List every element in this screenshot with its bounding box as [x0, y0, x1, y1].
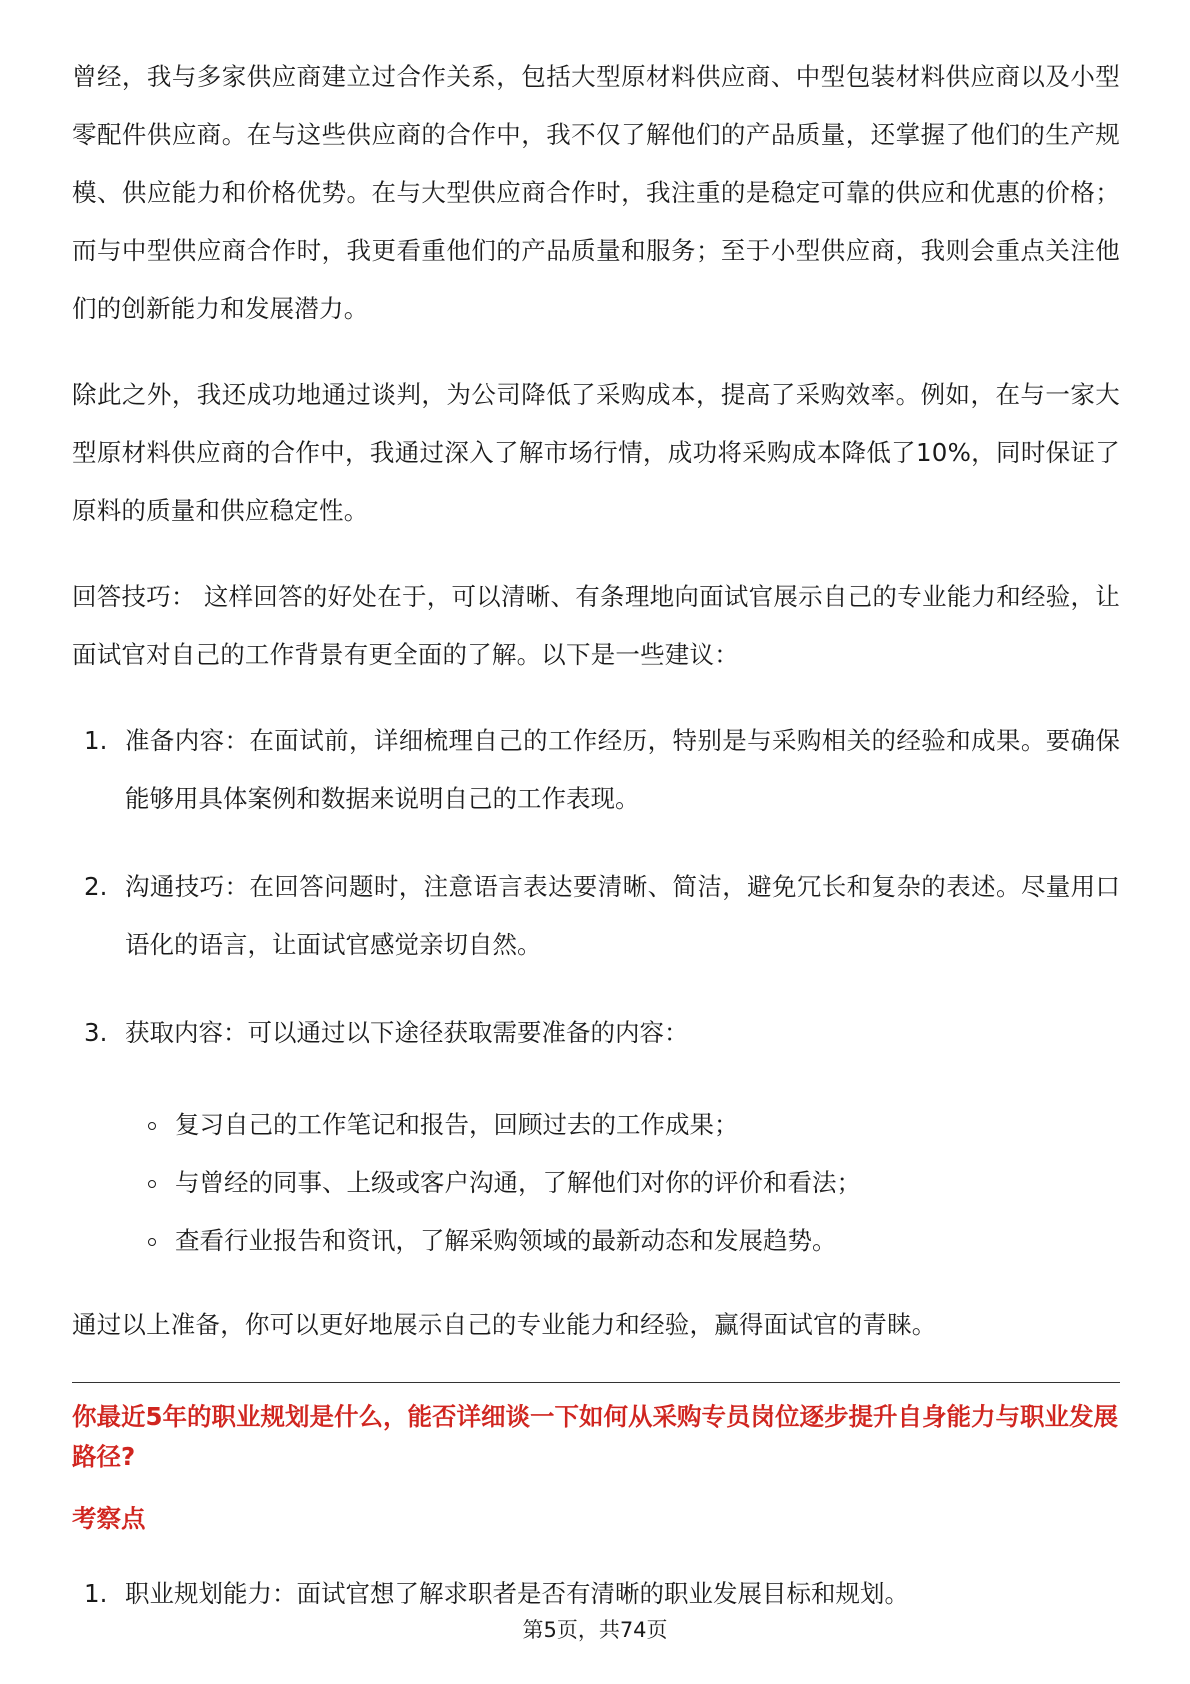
- list-number: 1.: [84, 726, 108, 755]
- body-paragraph-suppliers: 曾经，我与多家供应商建立过合作关系，包括大型原材料供应商、中型包装材料供应商以及小型零配件供应商。在与这些供应商的合作中，我不仅了解他们的产品质量，还掌握了他们的生产规模、供应能力和价格优势。在与大型供应商合作时，我注重的是稳定可靠的供应和优惠的价格；而与中型供应商合作时，我更看重他们的产品质量和服务；至于小型供应商，我则会重点关注他们的创新能力和发展潜力。: [72, 62, 1120, 323]
- body-paragraph-answer-tips: 回答技巧： 这样回答的好处在于，可以清晰、有条理地向面试官展示自己的专业能力和经验，让面试官对自己的工作背景有更全面的了解。以下是一些建议：: [72, 582, 1120, 669]
- list-item-text: 沟通技巧：在回答问题时，注意语言表达要清晰、简洁，避免冗长和复杂的表述。尽量用口语化的语言，让面试官感觉亲切自然。: [125, 872, 1120, 959]
- list-number: 2.: [84, 872, 108, 901]
- list-item-text: 职业规划能力：面试官想了解求职者是否有清晰的职业发展目标和规划。: [125, 1579, 909, 1608]
- section-title: 考察点: [72, 1504, 146, 1533]
- list-item: [72, 1154, 1120, 1212]
- list-item: [72, 1212, 1120, 1270]
- question-heading: 你最近5年的职业规划是什么，能否详细谈一下如何从采购专员岗位逐步提升自身能力与职业发展路径?: [72, 1402, 1119, 1471]
- section-divider: [72, 1382, 1120, 1383]
- list-number: 3.: [84, 1018, 108, 1047]
- list-item: [72, 858, 1120, 974]
- list-item-text: 与曾经的同事、上级或客户沟通，了解他们对你的评价和看法；: [175, 1168, 861, 1197]
- list-item: [72, 712, 1120, 828]
- closing-paragraph: 通过以上准备，你可以更好地展示自己的专业能力和经验，赢得面试官的青睐。: [72, 1310, 937, 1339]
- list-item-text: 查看行业报告和资讯，了解采购领域的最新动态和发展趋势。: [175, 1226, 837, 1255]
- hollow-bullet-icon: [148, 1122, 156, 1130]
- sources-list: [72, 1096, 1120, 1270]
- list-item-text: 准备内容：在面试前，详细梳理自己的工作经历，特别是与采购相关的经验和成果。要确保能够用具体案例和数据来说明自己的工作表现。: [125, 726, 1120, 813]
- tips-list: [72, 712, 1120, 1062]
- list-item: [72, 1096, 1120, 1154]
- page-number: 第5页，共74页: [522, 1618, 668, 1642]
- list-item: [72, 1004, 1120, 1062]
- hollow-bullet-icon: [148, 1180, 156, 1188]
- body-paragraph-negotiation: 除此之外，我还成功地通过谈判，为公司降低了采购成本，提高了采购效率。例如，在与一家大型原材料供应商的合作中，我通过深入了解市场行情，成功将采购成本降低了10%，同时保证了原料的质量和供应稳定性。: [72, 380, 1120, 525]
- list-number: 1.: [84, 1579, 108, 1608]
- list-item-text: 获取内容：可以通过以下途径获取需要准备的内容：: [125, 1018, 689, 1047]
- list-item-text: 复习自己的工作笔记和报告，回顾过去的工作成果；: [175, 1110, 739, 1139]
- hollow-bullet-icon: [148, 1238, 156, 1246]
- document-page: [72, 48, 1120, 1623]
